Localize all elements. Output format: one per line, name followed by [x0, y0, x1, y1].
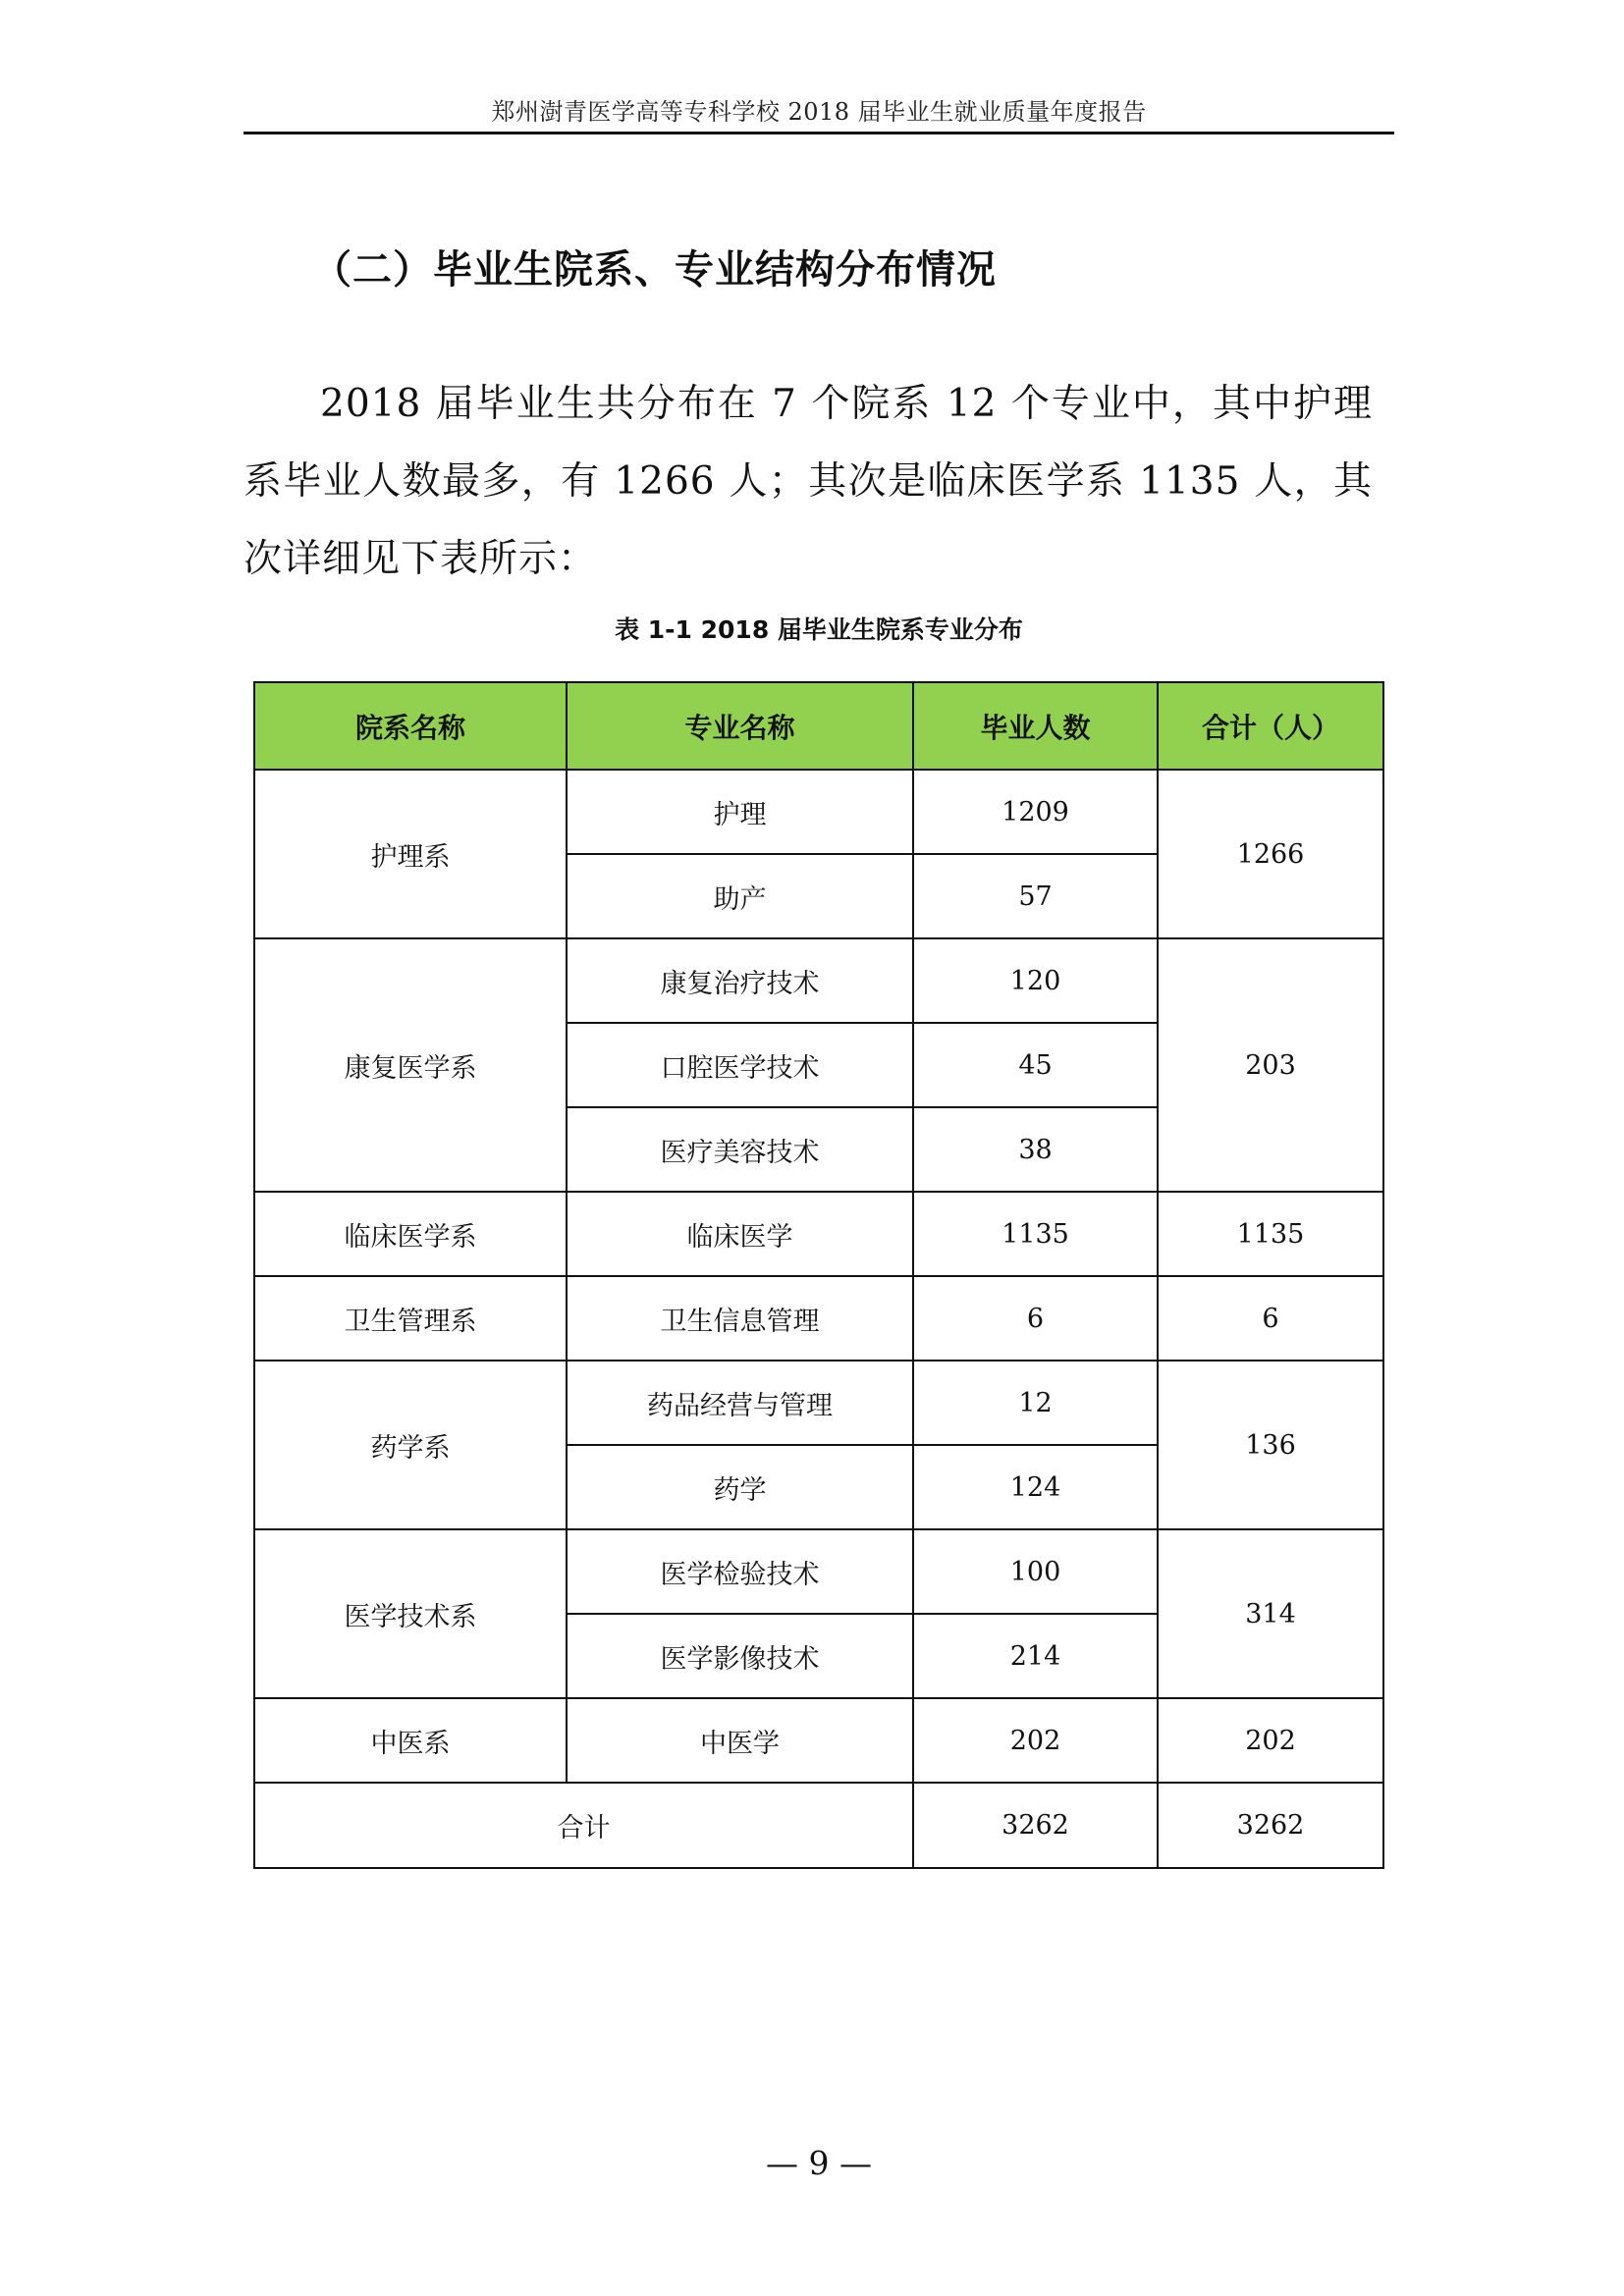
- section-heading: （二）毕业生院系、专业结构分布情况: [312, 247, 997, 293]
- table-row: [254, 1529, 1383, 1614]
- table-row: [254, 1361, 1383, 1445]
- department-name: 康复医学系: [254, 938, 567, 1192]
- department-major-table: [253, 681, 1384, 1869]
- column-header-graduates: 毕业人数: [913, 682, 1158, 770]
- table-header-row: [254, 682, 1383, 770]
- graduate-count: 202: [913, 1698, 1158, 1783]
- department-name: 医学技术系: [254, 1529, 567, 1698]
- department-total: 1135: [1158, 1192, 1383, 1276]
- graduate-count: 124: [913, 1445, 1158, 1529]
- graduate-count: 100: [913, 1529, 1158, 1614]
- total-graduate-count: 3262: [913, 1783, 1158, 1868]
- major-name: 医学检验技术: [567, 1529, 913, 1614]
- table-row: [254, 1192, 1383, 1276]
- table-caption: 表 1-1 2018 届毕业生院系专业分布: [615, 615, 1023, 644]
- column-header-major: 专业名称: [567, 682, 913, 770]
- major-name: 口腔医学技术: [567, 1023, 913, 1107]
- paragraph-text: 2018 届毕业生共分布在 7 个院系 12 个专业中，其中护理系毕业人数最多，有 1266 人；其次是临床医学系 1135 人，其次详细见下表所示：: [244, 382, 1373, 581]
- total-label: 合计: [254, 1783, 913, 1868]
- graduate-count: 1209: [913, 770, 1158, 854]
- graduate-count: 45: [913, 1023, 1158, 1107]
- table-body: [254, 770, 1383, 1868]
- table-row: [254, 770, 1383, 854]
- department-total: 1266: [1158, 770, 1383, 938]
- grand-total: 3262: [1158, 1783, 1383, 1868]
- graduate-count: 214: [913, 1614, 1158, 1698]
- body-paragraph: [244, 365, 1373, 598]
- table-total-row: [254, 1783, 1383, 1868]
- major-name: 医疗美容技术: [567, 1107, 913, 1192]
- department-total: 136: [1158, 1361, 1383, 1529]
- major-name: 护理: [567, 770, 913, 854]
- department-total: 314: [1158, 1529, 1383, 1698]
- department-name: 卫生管理系: [254, 1276, 567, 1361]
- column-header-total: 合计（人）: [1158, 682, 1383, 770]
- graduate-count: 12: [913, 1361, 1158, 1445]
- major-name: 助产: [567, 854, 913, 938]
- department-name: 中医系: [254, 1698, 567, 1783]
- column-header-department: 院系名称: [254, 682, 567, 770]
- major-name: 临床医学: [567, 1192, 913, 1276]
- department-name: 临床医学系: [254, 1192, 567, 1276]
- major-name: 中医学: [567, 1698, 913, 1783]
- table-row: [254, 938, 1383, 1023]
- major-name: 医学影像技术: [567, 1614, 913, 1698]
- major-name: 药学: [567, 1445, 913, 1529]
- graduate-count: 38: [913, 1107, 1158, 1192]
- department-total: 6: [1158, 1276, 1383, 1361]
- running-header: 郑州澍青医学高等专科学校 2018 届毕业生就业质量年度报告: [491, 98, 1147, 126]
- page-number: — 9 —: [766, 2144, 872, 2182]
- major-name: 卫生信息管理: [567, 1276, 913, 1361]
- major-name: 药品经营与管理: [567, 1361, 913, 1445]
- department-name: 药学系: [254, 1361, 567, 1529]
- department-total: 202: [1158, 1698, 1383, 1783]
- table-row: [254, 1276, 1383, 1361]
- table-row: [254, 1698, 1383, 1783]
- department-name: 护理系: [254, 770, 567, 938]
- graduate-count: 57: [913, 854, 1158, 938]
- major-name: 康复治疗技术: [567, 938, 913, 1023]
- graduate-count: 120: [913, 938, 1158, 1023]
- graduate-count: 1135: [913, 1192, 1158, 1276]
- header-divider: [244, 132, 1394, 134]
- graduate-count: 6: [913, 1276, 1158, 1361]
- department-total: 203: [1158, 938, 1383, 1192]
